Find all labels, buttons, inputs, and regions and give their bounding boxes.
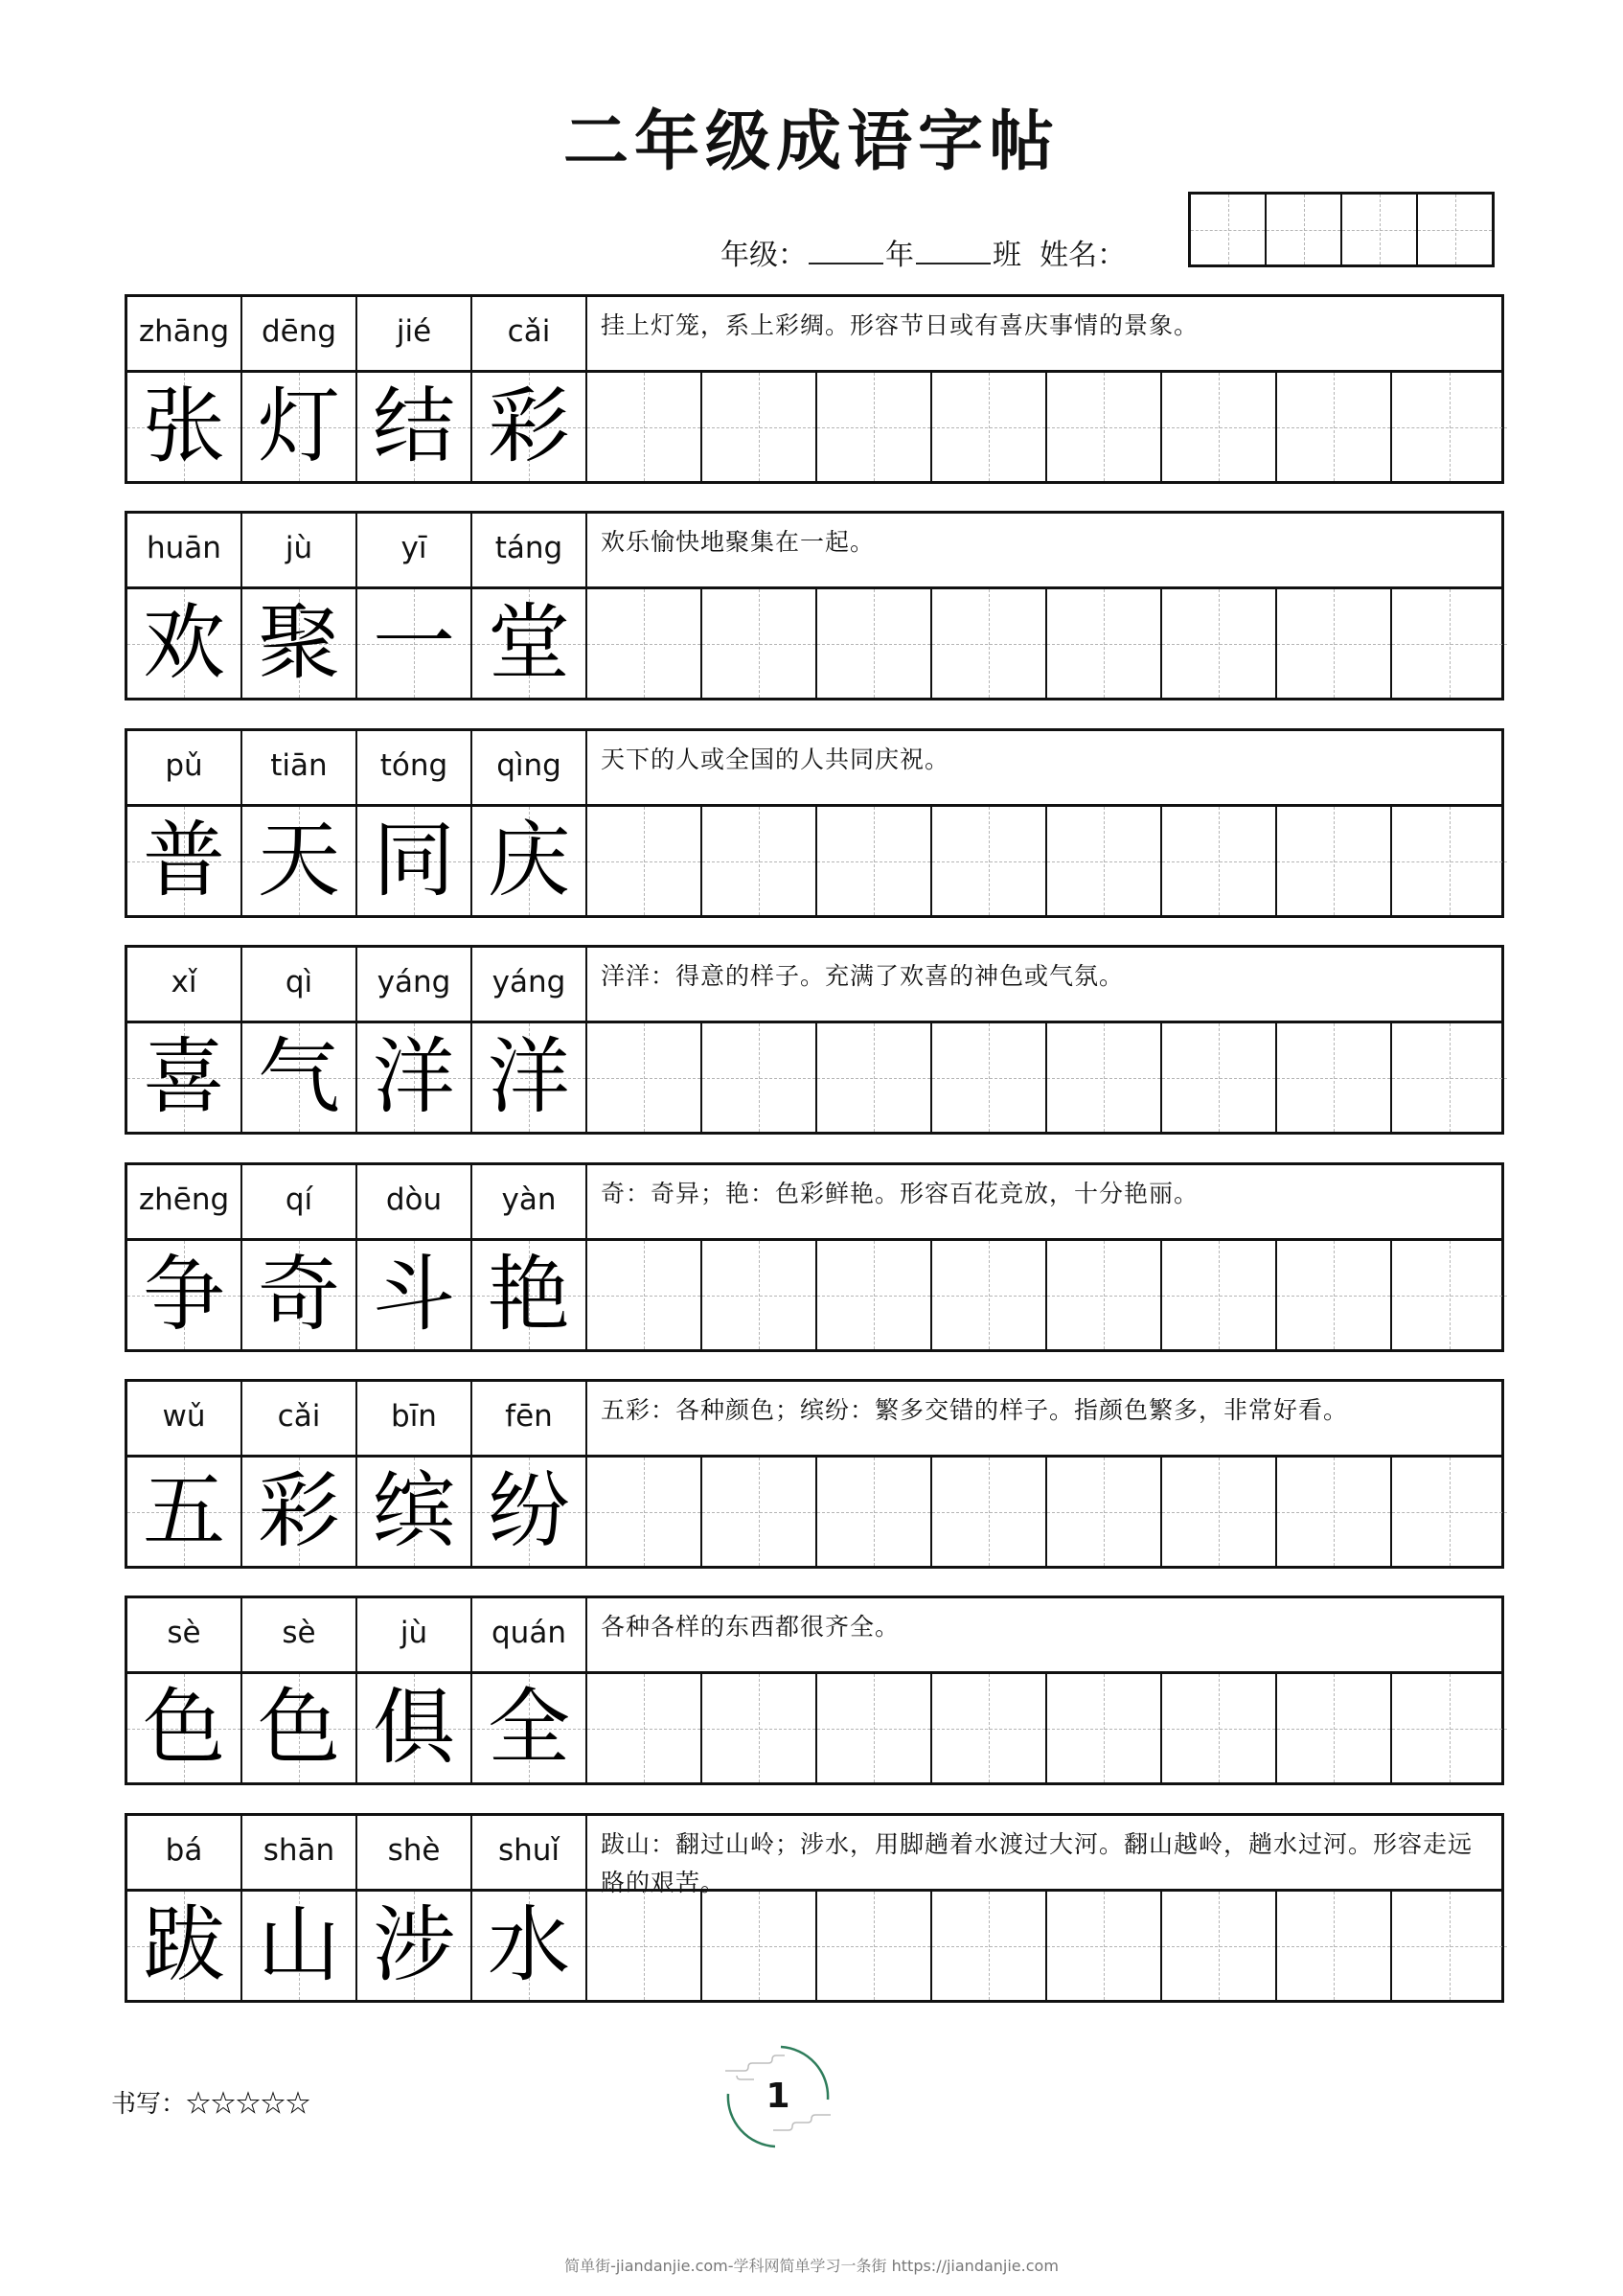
model-character: 结 xyxy=(373,379,455,474)
guide-line xyxy=(1047,861,1160,862)
model-character-cell xyxy=(472,589,587,698)
guide-line xyxy=(817,1512,930,1513)
practice-cell[interactable] xyxy=(817,589,932,698)
guide-line xyxy=(1392,1078,1507,1079)
name-writing-boxes xyxy=(1188,192,1495,267)
model-character-cell xyxy=(242,373,357,481)
guide-line xyxy=(1162,1296,1275,1297)
guide-line xyxy=(1047,1078,1160,1079)
guide-line xyxy=(932,1078,1045,1079)
pinyin-cell: wǔ xyxy=(127,1382,242,1455)
model-character: 山 xyxy=(258,1897,340,1993)
pinyin-cell: qí xyxy=(242,1165,357,1238)
model-character-cell xyxy=(242,1892,357,2000)
model-character: 色 xyxy=(258,1680,340,1776)
model-character: 全 xyxy=(488,1680,570,1776)
guide-line xyxy=(587,1946,700,1947)
pinyin-cell: dòu xyxy=(357,1165,472,1238)
idiom-definition: 挂上灯笼，系上彩绸。形容节日或有喜庆事情的景象。 xyxy=(601,311,1200,339)
idiom-block xyxy=(125,511,1504,700)
practice-cell[interactable] xyxy=(932,1458,1047,1566)
guide-line xyxy=(932,1729,1045,1730)
practice-cell[interactable] xyxy=(702,1674,817,1782)
practice-cell[interactable] xyxy=(702,589,817,698)
model-character: 堂 xyxy=(488,595,570,691)
pinyin-cell: yáng xyxy=(357,948,472,1021)
guide-line xyxy=(1047,1512,1160,1513)
pinyin-row xyxy=(127,297,1501,373)
practice-cell[interactable] xyxy=(817,1674,932,1782)
model-character-cell xyxy=(357,373,472,481)
pinyin-cell: xǐ xyxy=(127,948,242,1021)
guide-line xyxy=(1277,1729,1390,1730)
name-box[interactable] xyxy=(1267,195,1342,264)
model-character-cell xyxy=(357,1023,472,1132)
pinyin-cell: táng xyxy=(472,514,587,586)
model-character-cell xyxy=(357,1892,472,2000)
guide-line xyxy=(932,1296,1045,1297)
rating-label: 书写： xyxy=(111,2090,187,2119)
model-character-cell xyxy=(242,1241,357,1349)
practice-cell[interactable] xyxy=(1047,373,1162,481)
model-character-cell xyxy=(127,589,242,698)
practice-cell[interactable] xyxy=(587,1458,702,1566)
model-character-cell xyxy=(357,1458,472,1566)
practice-cell[interactable] xyxy=(1047,1023,1162,1132)
practice-cell[interactable] xyxy=(817,1241,932,1349)
character-row xyxy=(127,1023,1501,1132)
model-character: 聚 xyxy=(258,595,340,691)
name-box[interactable] xyxy=(1191,195,1267,264)
practice-cell[interactable] xyxy=(1392,1458,1507,1566)
model-character: 彩 xyxy=(488,379,570,474)
model-character-cell xyxy=(472,1241,587,1349)
model-character: 缤 xyxy=(373,1463,455,1559)
guide-line xyxy=(1047,644,1160,645)
idiom-definition: 天下的人或全国的人共同庆祝。 xyxy=(601,746,950,773)
practice-cell[interactable] xyxy=(932,1023,1047,1132)
practice-cell[interactable] xyxy=(1392,373,1507,481)
practice-cell[interactable] xyxy=(702,1241,817,1349)
model-character-cell xyxy=(472,807,587,915)
guide-line xyxy=(817,1078,930,1079)
character-row xyxy=(127,1892,1501,2000)
practice-cell[interactable] xyxy=(1162,1674,1277,1782)
practice-cell[interactable] xyxy=(587,1892,702,2000)
guide-line xyxy=(702,427,815,428)
pinyin-row xyxy=(127,1598,1501,1674)
model-character: 气 xyxy=(258,1029,340,1125)
practice-cell[interactable] xyxy=(932,1892,1047,2000)
year-label: 年 xyxy=(885,239,914,272)
model-character-cell xyxy=(472,1458,587,1566)
page-number-badge xyxy=(725,2044,831,2149)
practice-cell[interactable] xyxy=(587,807,702,915)
idiom-definition: 奇：奇异；艳：色彩鲜艳。形容百花竞放，十分艳丽。 xyxy=(601,1180,1200,1207)
pinyin-cell: dēng xyxy=(242,297,357,370)
character-row xyxy=(127,1458,1501,1566)
idiom-definition: 各种各样的东西都很齐全。 xyxy=(601,1613,901,1641)
idiom-block xyxy=(125,1162,1504,1352)
pinyin-cell: sè xyxy=(242,1598,357,1671)
guide-line xyxy=(587,1296,700,1297)
pinyin-cell: tiān xyxy=(242,731,357,804)
class-blank[interactable] xyxy=(916,234,991,264)
practice-cell[interactable] xyxy=(1162,373,1277,481)
character-row xyxy=(127,373,1501,481)
pinyin-cell: qìng xyxy=(472,731,587,804)
guide-line xyxy=(817,1946,930,1947)
pinyin-cell: shuǐ xyxy=(472,1816,587,1889)
guide-line xyxy=(702,1296,815,1297)
guide-line xyxy=(817,1729,930,1730)
guide-line xyxy=(932,1946,1045,1947)
guide-line xyxy=(1162,861,1275,862)
model-character: 洋 xyxy=(488,1029,570,1125)
idiom-definition: 跋山：翻过山岭；涉水，用脚趟着水渡过大河。翻山越岭，趟水过河。形容走远路的艰苦。 xyxy=(601,1830,1474,1896)
guide-line xyxy=(587,1729,700,1730)
pinyin-cell: yī xyxy=(357,514,472,586)
class-label: 班 xyxy=(993,239,1021,272)
model-character-cell xyxy=(127,1458,242,1566)
guide-line xyxy=(702,644,815,645)
pinyin-cell: shè xyxy=(357,1816,472,1889)
model-character: 喜 xyxy=(143,1029,225,1125)
guide-line xyxy=(932,1512,1045,1513)
guide-line xyxy=(1392,861,1507,862)
guide-line xyxy=(702,1078,815,1079)
character-row xyxy=(127,1241,1501,1349)
guide-line xyxy=(1277,1946,1390,1947)
pinyin-cell: yáng xyxy=(472,948,587,1021)
idiom-block xyxy=(125,1596,1504,1785)
practice-cell[interactable] xyxy=(1162,807,1277,915)
guide-line xyxy=(1392,427,1507,428)
practice-cell[interactable] xyxy=(1392,807,1507,915)
pinyin-cell: yàn xyxy=(472,1165,587,1238)
guide-line xyxy=(1191,230,1265,231)
model-character-cell xyxy=(357,1241,472,1349)
model-character: 水 xyxy=(488,1897,570,1993)
guide-line xyxy=(587,1078,700,1079)
guide-line xyxy=(702,1512,815,1513)
practice-cell[interactable] xyxy=(1277,1674,1392,1782)
practice-cell[interactable] xyxy=(1162,1241,1277,1349)
guide-line xyxy=(1392,1296,1507,1297)
character-row xyxy=(127,807,1501,915)
guide-line xyxy=(1162,1729,1275,1730)
pinyin-cell: tóng xyxy=(357,731,472,804)
model-character: 艳 xyxy=(488,1247,570,1343)
pinyin-cell: qì xyxy=(242,948,357,1021)
practice-cell[interactable] xyxy=(817,1892,932,2000)
pinyin-cell: shān xyxy=(242,1816,357,1889)
guide-line xyxy=(1162,427,1275,428)
practice-cell[interactable] xyxy=(1277,807,1392,915)
model-character-cell xyxy=(242,807,357,915)
guide-line xyxy=(1342,230,1416,231)
guide-line xyxy=(1047,1946,1160,1947)
model-character-cell xyxy=(242,1674,357,1782)
model-character-cell xyxy=(357,1674,472,1782)
practice-cell[interactable] xyxy=(817,373,932,481)
guide-line xyxy=(932,427,1045,428)
practice-cell[interactable] xyxy=(1162,1023,1277,1132)
model-character-cell xyxy=(472,1892,587,2000)
practice-cell[interactable] xyxy=(1277,1892,1392,2000)
practice-cell[interactable] xyxy=(932,373,1047,481)
guide-line xyxy=(1277,861,1390,862)
page-title: 二年级成语字帖 xyxy=(562,103,1060,180)
pinyin-cell: sè xyxy=(127,1598,242,1671)
model-character: 色 xyxy=(143,1680,225,1776)
guide-line xyxy=(1047,1296,1160,1297)
guide-line xyxy=(817,861,930,862)
guide-line xyxy=(1267,230,1340,231)
practice-cell[interactable] xyxy=(587,1023,702,1132)
model-character: 涉 xyxy=(373,1897,455,1993)
guide-line xyxy=(1162,1512,1275,1513)
practice-cell[interactable] xyxy=(932,1241,1047,1349)
guide-line xyxy=(1392,1729,1507,1730)
guide-line xyxy=(1277,427,1390,428)
page-number: 1 xyxy=(766,2077,790,2116)
model-character: 天 xyxy=(258,813,340,908)
model-character: 庆 xyxy=(488,813,570,908)
practice-cell[interactable] xyxy=(1277,1458,1392,1566)
model-character: 争 xyxy=(143,1247,225,1343)
practice-cell[interactable] xyxy=(1047,1674,1162,1782)
guide-line xyxy=(1277,644,1390,645)
character-row xyxy=(127,589,1501,698)
model-character-cell xyxy=(127,1241,242,1349)
model-character: 五 xyxy=(143,1463,225,1559)
guide-line xyxy=(932,644,1045,645)
practice-cell[interactable] xyxy=(817,807,932,915)
practice-cell[interactable] xyxy=(1277,373,1392,481)
practice-cell[interactable] xyxy=(702,1892,817,2000)
practice-cell[interactable] xyxy=(702,1458,817,1566)
model-character-cell xyxy=(127,807,242,915)
idiom-block xyxy=(125,1379,1504,1569)
character-row xyxy=(127,1674,1501,1782)
pinyin-row xyxy=(127,514,1501,589)
student-info-line xyxy=(720,234,1126,276)
practice-cell[interactable] xyxy=(1047,1458,1162,1566)
pinyin-cell: quán xyxy=(472,1598,587,1671)
pinyin-cell: cǎi xyxy=(242,1382,357,1455)
rating-stars-icon[interactable]: ☆☆☆☆☆ xyxy=(186,2090,311,2119)
model-character: 普 xyxy=(143,813,225,908)
guide-line xyxy=(1047,427,1160,428)
guide-line xyxy=(932,861,1045,862)
model-character-cell xyxy=(357,589,472,698)
guide-line xyxy=(702,1946,815,1947)
pinyin-cell: pǔ xyxy=(127,731,242,804)
guide-line xyxy=(1392,1946,1507,1947)
pinyin-cell: jù xyxy=(357,1598,472,1671)
pinyin-cell: jié xyxy=(357,297,472,370)
practice-cell[interactable] xyxy=(1047,807,1162,915)
pinyin-cell: jù xyxy=(242,514,357,586)
model-character-cell xyxy=(242,589,357,698)
pinyin-cell: bá xyxy=(127,1816,242,1889)
practice-cell[interactable] xyxy=(932,1674,1047,1782)
practice-cell[interactable] xyxy=(587,1674,702,1782)
guide-line xyxy=(1392,1512,1507,1513)
model-character-cell xyxy=(127,1892,242,2000)
model-character: 跋 xyxy=(143,1897,225,1993)
model-character: 欢 xyxy=(143,595,225,691)
name-label: 姓名： xyxy=(1040,239,1127,272)
practice-cell[interactable] xyxy=(1162,589,1277,698)
model-character-cell xyxy=(472,373,587,481)
model-character: 洋 xyxy=(373,1029,455,1125)
guide-line xyxy=(817,427,930,428)
model-character: 一 xyxy=(373,595,455,691)
practice-cell[interactable] xyxy=(587,589,702,698)
model-character-cell xyxy=(242,1458,357,1566)
model-character: 奇 xyxy=(258,1247,340,1343)
idiom-block xyxy=(125,294,1504,484)
practice-cell[interactable] xyxy=(1392,1023,1507,1132)
practice-cell[interactable] xyxy=(1047,1892,1162,2000)
pinyin-cell: bīn xyxy=(357,1382,472,1455)
idiom-definition: 五彩：各种颜色；缤纷：繁多交错的样子。指颜色繁多，非常好看。 xyxy=(601,1396,1349,1424)
pinyin-row xyxy=(127,1382,1501,1458)
grade-year-blank[interactable] xyxy=(809,234,883,264)
guide-line xyxy=(817,1296,930,1297)
practice-cell[interactable] xyxy=(932,589,1047,698)
writing-rating xyxy=(111,2085,310,2124)
name-box[interactable] xyxy=(1418,195,1492,264)
practice-cell[interactable] xyxy=(1392,589,1507,698)
practice-cell[interactable] xyxy=(702,1023,817,1132)
practice-cell[interactable] xyxy=(817,1023,932,1132)
guide-line xyxy=(1277,1512,1390,1513)
practice-cell[interactable] xyxy=(702,807,817,915)
grade-label: 年级： xyxy=(720,239,807,272)
guide-line xyxy=(587,1512,700,1513)
practice-cell[interactable] xyxy=(1047,1241,1162,1349)
practice-cell[interactable] xyxy=(932,807,1047,915)
model-character-cell xyxy=(242,1023,357,1132)
model-character: 斗 xyxy=(373,1247,455,1343)
guide-line xyxy=(702,1729,815,1730)
model-character-cell xyxy=(357,807,472,915)
practice-cell[interactable] xyxy=(587,1241,702,1349)
model-character-cell xyxy=(127,373,242,481)
practice-cell[interactable] xyxy=(587,373,702,481)
practice-cell[interactable] xyxy=(1047,589,1162,698)
guide-line xyxy=(1277,1296,1390,1297)
model-character: 灯 xyxy=(258,379,340,474)
pinyin-row xyxy=(127,1165,1501,1241)
practice-cell[interactable] xyxy=(1277,1241,1392,1349)
model-character-cell xyxy=(127,1674,242,1782)
pinyin-cell: cǎi xyxy=(472,297,587,370)
guide-line xyxy=(587,427,700,428)
practice-cell[interactable] xyxy=(1392,1674,1507,1782)
practice-cell[interactable] xyxy=(817,1458,932,1566)
idiom-block xyxy=(125,1813,1504,2003)
model-character: 彩 xyxy=(258,1463,340,1559)
model-character: 俱 xyxy=(373,1680,455,1776)
guide-line xyxy=(1277,1078,1390,1079)
guide-line xyxy=(817,644,930,645)
practice-cell[interactable] xyxy=(1277,589,1392,698)
guide-line xyxy=(1392,644,1507,645)
guide-line xyxy=(587,644,700,645)
practice-cell[interactable] xyxy=(1162,1892,1277,2000)
guide-line xyxy=(702,861,815,862)
pinyin-row xyxy=(127,1816,1501,1896)
pinyin-cell: zhēng xyxy=(127,1165,242,1238)
practice-cell[interactable] xyxy=(1392,1892,1507,2000)
pinyin-row xyxy=(127,948,1501,1023)
pinyin-row xyxy=(127,731,1501,807)
watermark: 简单街-jiandanjie.com-学科网简单学习一条街 https://jiandanjie.com xyxy=(564,2257,1059,2275)
idiom-block xyxy=(125,945,1504,1135)
practice-cell[interactable] xyxy=(702,373,817,481)
pinyin-cell: huān xyxy=(127,514,242,586)
guide-line xyxy=(1162,1946,1275,1947)
model-character-cell xyxy=(472,1023,587,1132)
idiom-definition: 欢乐愉快地聚集在一起。 xyxy=(601,528,876,556)
practice-cell[interactable] xyxy=(1162,1458,1277,1566)
model-character: 同 xyxy=(373,813,455,908)
guide-line xyxy=(1418,230,1492,231)
pinyin-cell: zhāng xyxy=(127,297,242,370)
guide-line xyxy=(1162,1078,1275,1079)
idiom-definition: 洋洋：得意的样子。充满了欢喜的神色或气氛。 xyxy=(601,962,1125,990)
practice-cell[interactable] xyxy=(1277,1023,1392,1132)
model-character: 张 xyxy=(143,379,225,474)
guide-line xyxy=(587,861,700,862)
pinyin-cell: fēn xyxy=(472,1382,587,1455)
model-character: 纷 xyxy=(488,1463,570,1559)
model-character-cell xyxy=(472,1674,587,1782)
guide-line xyxy=(1047,1729,1160,1730)
name-box[interactable] xyxy=(1342,195,1418,264)
guide-line xyxy=(1162,644,1275,645)
practice-cell[interactable] xyxy=(1392,1241,1507,1349)
model-character-cell xyxy=(127,1023,242,1132)
idiom-block xyxy=(125,728,1504,918)
